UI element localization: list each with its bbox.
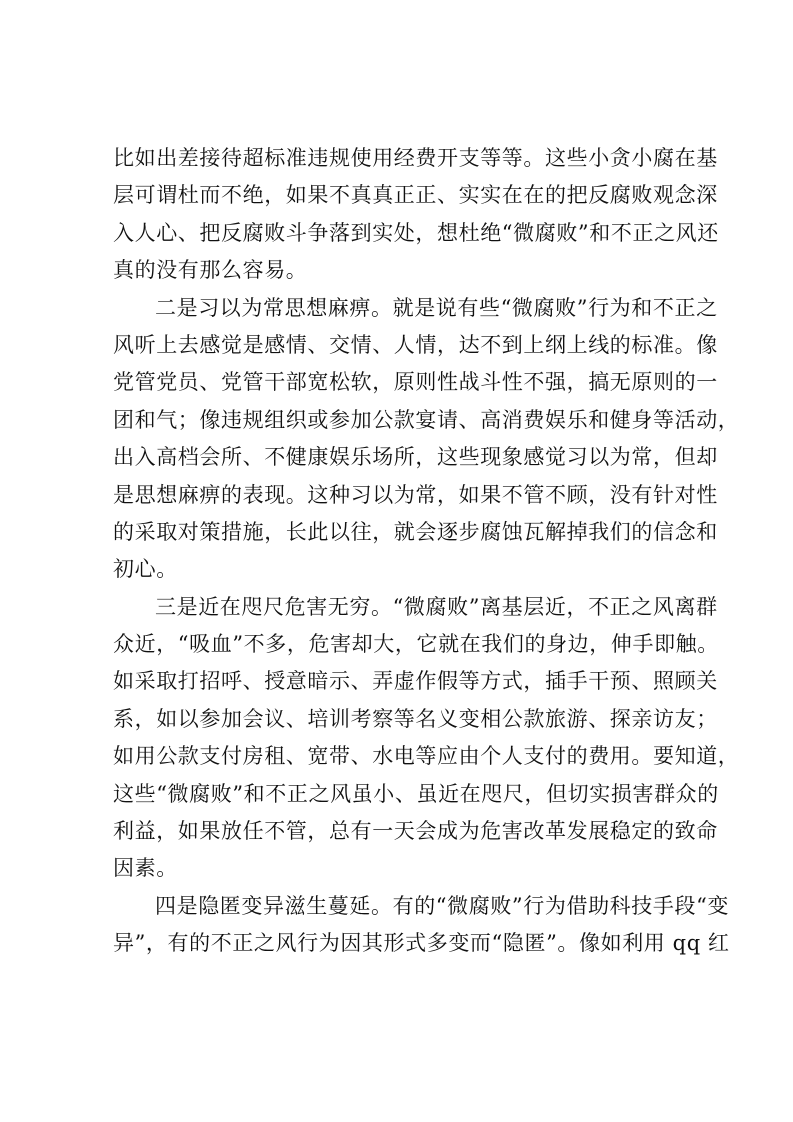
text-line: 入人心、把反腐败斗争落到实处，想杜绝“微腐败”和不正之风还 [113, 220, 719, 245]
text-line: 党管党员、党管干部宽松软，原则性战斗性不强，搞无原则的一 [113, 370, 718, 395]
text-line: 是思想麻痹的表现。这种习以为常，如果不管不顾，没有针对性 [113, 482, 718, 507]
text-line: 如用公款支付房租、宽带、水电等应由个人支付的费用。要知道， [113, 744, 740, 769]
paragraph-point-4 [113, 888, 730, 963]
text-line: 三是近在咫尺危害无穷。“微腐败”离基层近，不正之风离群 [155, 594, 718, 619]
text-line: 层可谓杜而不绝，如果不真真正正、实实在在的把反腐败观念深 [113, 183, 718, 208]
text-line: 如采取打招呼、授意暗示、弄虚作假等方式，插手干预、照顾关 [113, 669, 718, 694]
text-line: 异”，有的不正之风行为因其形式多变而“隐匿”。像如利用 qq 红 [113, 931, 730, 956]
text-line: 风听上去感觉是感情、交情、人情，达不到上纲上线的标准。像 [113, 332, 718, 357]
text-line: 这些“微腐败”和不正之风虽小、虽近在咫尺，但切实损害群众的 [113, 781, 719, 806]
text-line: 团和气；像违规组织或参加公款宴请、高消费娱乐和健身等活动， [113, 407, 740, 432]
text-line: 的采取对策措施，长此以往，就会逐步腐蚀瓦解掉我们的信念和 [113, 519, 718, 544]
text-line: 众近，“吸血”不多，危害却大，它就在我们的身边，伸手即触。 [113, 632, 719, 657]
text-line: 利益，如果放任不管，总有一天会成为危害改革发展稳定的致命 [113, 819, 718, 844]
paragraph-point-3 [113, 589, 740, 888]
paragraph-continuation [113, 140, 719, 290]
paragraph-point-2 [113, 290, 740, 589]
text-line: 因素。 [113, 856, 178, 881]
text-line: 二是习以为常思想麻痹。就是说有些“微腐败”行为和不正之 [155, 295, 718, 320]
text-line: 四是隐匿变异滋生蔓延。有的“微腐败”行为借助科技手段“变 [155, 893, 730, 918]
text-line: 出入高档会所、不健康娱乐场所，这些现象感觉习以为常，但却 [113, 445, 718, 470]
text-line: 初心。 [113, 557, 178, 582]
text-line: 系，如以参加会议、培训考察等名义变相公款旅游、探亲访友； [113, 706, 718, 731]
text-line: 真的没有那么容易。 [113, 258, 308, 283]
document-body [113, 140, 740, 963]
text-line: 比如出差接待超标准违规使用经费开支等等。这些小贪小腐在基 [113, 146, 718, 170]
